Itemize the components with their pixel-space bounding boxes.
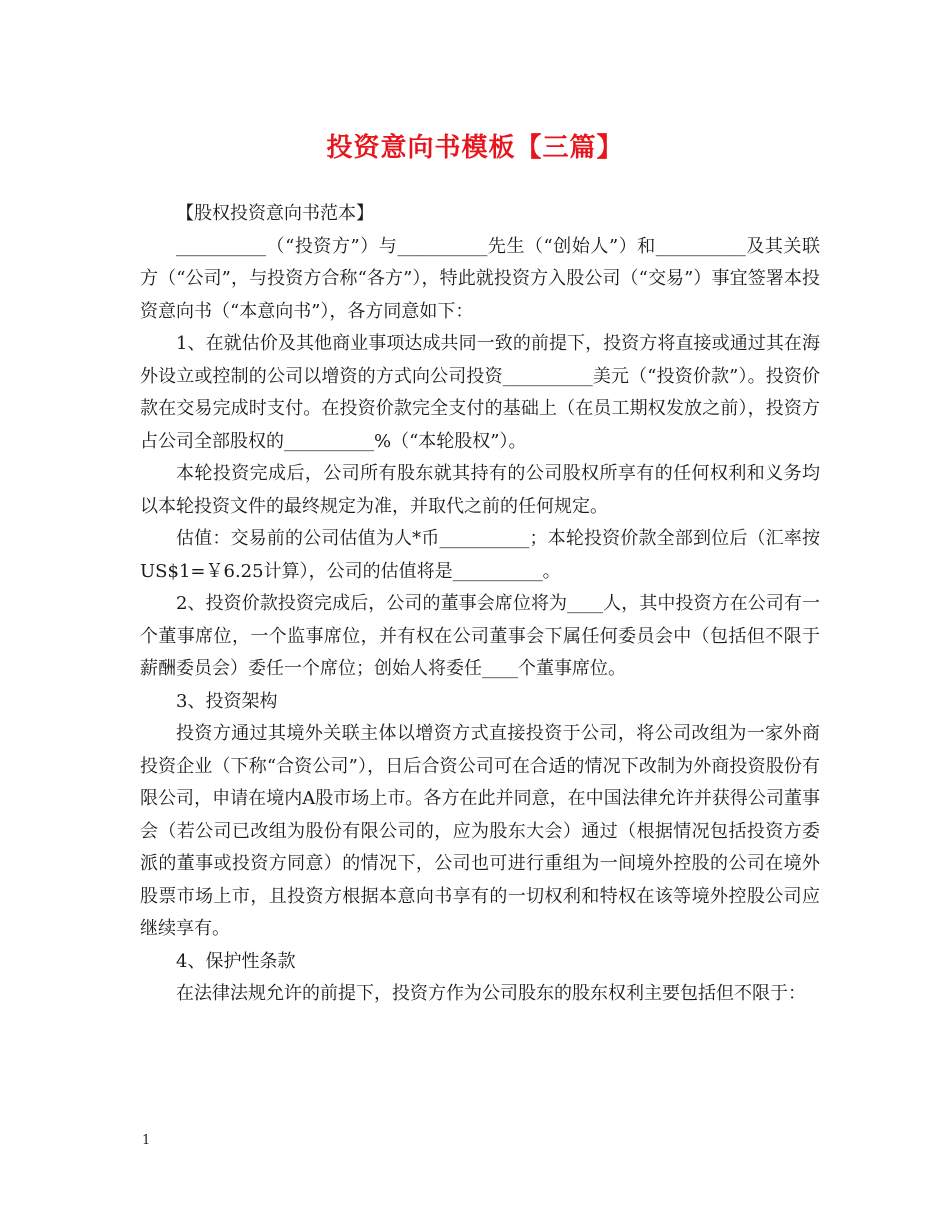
paragraph-parties: __________（“投资方”）与__________先生（“创始人”）和__________及其关联方（“公司”，与投资方合称“各方”），特此就投资方入股公司（“交易”）事宜签署本投资意向书（“本意向书”），各方同意如下： [140,235,820,322]
section-heading: 【股权投资意向书范本】 [176,203,374,224]
paragraph-valuation: 估值：交易前的公司估值为人*币__________；本轮投资价款全部到位后（汇率按US$1=￥6.25计算），公司的估值将是__________。 [140,528,820,582]
document-body [140,198,820,1011]
page-number: 1 [142,1133,151,1148]
paragraph-clause-1: 1、在就估价及其他商业事项达成共同一致的前提下，投资方将直接或通过其在海外设立或控制的公司以增资的方式向公司投资__________美元（“投资价款”）。投资价款在交易完成时支付。在投资价款完全支付的基础上（在员工期权发放之前），投资方占公司全部股权的__________%（“本轮股权”）。 [140,333,820,452]
heading-clause-3: 3、投资架构 [176,690,278,712]
paragraph-rights: 本轮投资完成后，公司所有股东就其持有的公司股权所享有的任何权利和义务均以本轮投资文件的最终规定为准，并取代之前的任何规定。 [140,463,820,517]
paragraph-structure: 投资方通过其境外关联主体以增资方式直接投资于公司，将公司改组为一家外商投资企业（下称“合资公司”），日后合资公司可在合适的情况下改制为外商投资股份有限公司，申请在境内A股市场上市。各方在此并同意，在中国法律允许并获得公司董事会（若公司已改组为股份有限公司的，应为股东大会）通过（根据情况包括投资方委派的董事或投资方同意）的情况下，公司也可进行重组为一间境外控股的公司在境外股票市场上市，且投资方根据本意向书享有的一切权利和特权在该等境外控股公司应继续享有。 [140,723,820,939]
document-title: 投资意向书模板【三篇】 [326,133,624,163]
paragraph-protective: 在法律法规允许的前提下，投资方作为公司股东的股东权利主要包括但不限于： [176,983,806,1004]
paragraph-clause-2: 2、投资价款投资完成后，公司的董事会席位将为____人，其中投资方在公司有一个董事席位，一个监事席位，并有权在公司董事会下属任何委员会中（包括但不限于薪酬委员会）委任一个席位；创始人将委任____个董事席位。 [140,593,820,679]
heading-clause-4: 4、保护性条款 [176,950,296,972]
